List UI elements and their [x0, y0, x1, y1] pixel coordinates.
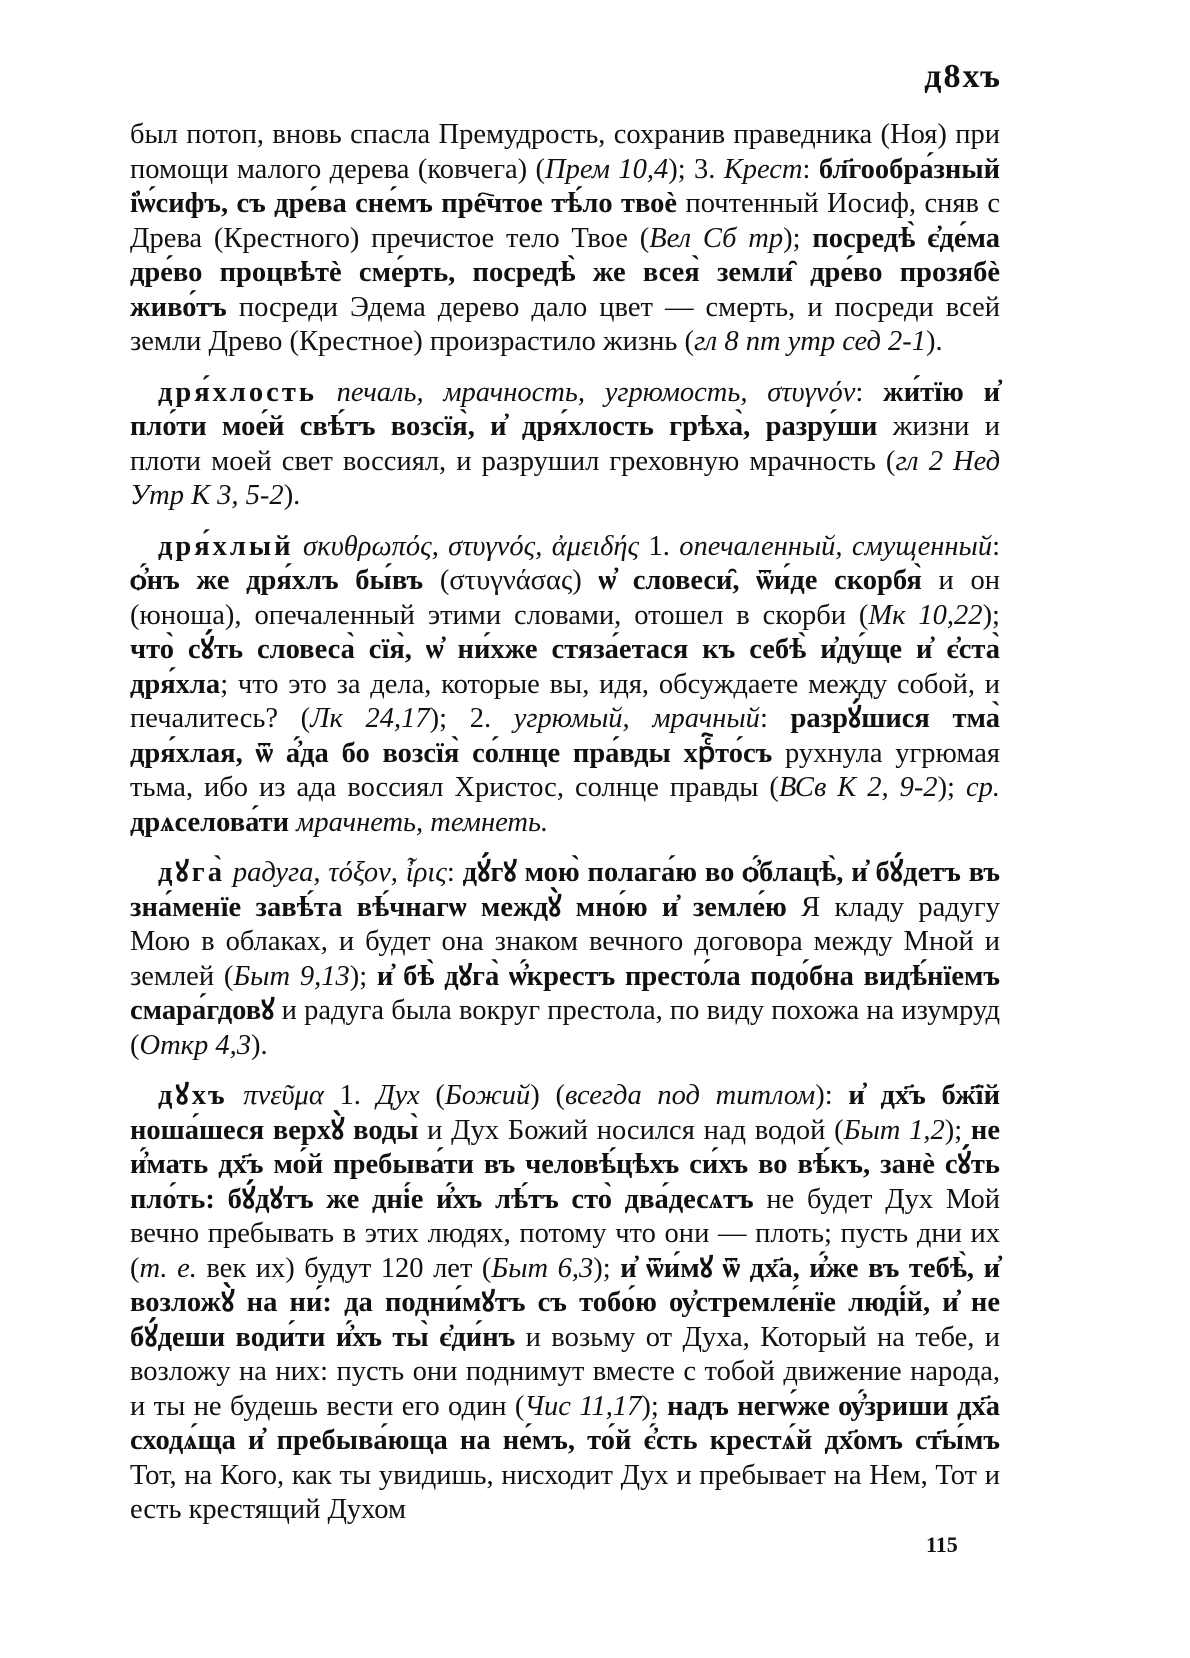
church-slavonic-citation: дꙋ́гꙋ мою̀ полага́ю во ѻ҆́блацѣ̀, и҆ бꙋ́детъ въ зна́менїе завѣ́та вѣ́чнагѡ междꙋ̀ мно́ю и҆ земле́ю [130, 857, 1001, 923]
church-slavonic-citation: и҆ ѿи́мꙋ ѿ дх҃а, и҆́же въ тебѣ̀, и҆ возложꙋ̀ на ни́: да подни́мꙋтъ съ тобо́ю ѹ҆стремле́нїе люді́й, и҆ не бꙋ́деши води́ти и҆́хъ ты̀ є҆ди́нъ [130, 1252, 1000, 1353]
text-run: ). [283, 480, 301, 511]
continuation-paragraph [130, 118, 1000, 360]
headword: дря́хлый [158, 530, 294, 562]
italic-gloss: Божий [444, 1080, 531, 1111]
italic-gloss: радуга, τόξον, ἶρις [232, 857, 447, 888]
text-run [225, 857, 233, 888]
text-run: (στυγνάσας) [423, 565, 599, 596]
text-run: был потоп, вновь спасла Премудрость, сохранив праведника (Ноя) при помощи малого дерева (ковчега) ( [130, 119, 1000, 185]
church-slavonic-citation: дрѧселова́ти [130, 806, 290, 838]
italic-gloss: мрачнеть, темнеть. [296, 806, 549, 838]
text-run: ). [251, 1029, 268, 1061]
italic-gloss: Дух [376, 1080, 420, 1111]
text-run: ); [349, 960, 377, 992]
text-run: и возьму от Духа, Который на тебе, и возложу на них: пусть они поднимут вместе с тобой движение народа, и ты не будешь вести его один ( [130, 1321, 1000, 1422]
page-number: 115 [926, 1532, 958, 1557]
italic-gloss: Крест [723, 153, 803, 185]
text-run [294, 531, 303, 562]
text-run: ); [593, 1252, 621, 1284]
church-slavonic-citation: ѻ҆́нъ же дря́хлъ бы́въ [130, 565, 424, 596]
italic-gloss: т. е. [139, 1252, 197, 1284]
text-run: ); [944, 1114, 971, 1146]
italic-gloss: σκυθρωπός, στυγνός, ἀμειδής [302, 530, 640, 562]
text-run: жизни и плоти моей свет воссиял, и разрушил греховную мрачность ( [130, 411, 1000, 477]
dictionary-entry [130, 1079, 1000, 1528]
dictionary-entry [130, 530, 1000, 841]
text-run: и Дух Божий носился над водой ( [418, 1114, 844, 1146]
italic-gloss: Вел Сб тр [649, 222, 784, 254]
italic-gloss: Мк 10,22 [868, 599, 983, 631]
text-run: ); [783, 222, 813, 254]
text-run: почтенный Иосиф, сняв с Древа (Крестного) пречистое тело Твое ( [130, 188, 1001, 254]
text-run: : [759, 703, 791, 734]
italic-gloss: Быт 6,3 [491, 1252, 594, 1284]
text-run: : [855, 376, 884, 408]
italic-gloss: опечаленный, смущенный [679, 530, 993, 562]
italic-gloss: ср. [965, 772, 1000, 803]
text-run [228, 1080, 244, 1111]
text-run: ); [937, 772, 966, 803]
text-run: ); 2. [429, 703, 514, 734]
text-run: Я кладу радугу Мою в облаках, и будет она знаком вечного договора между Мной и землей ( [130, 891, 1000, 992]
text-run: ( [419, 1080, 445, 1111]
church-slavonic-citation: и҆ бѣ̀ дꙋга̀ ѡ҆́крестъ престо́ла подо́бна видѣ́нїемъ смара́гдовꙋ [130, 960, 1000, 1026]
text-run: и он (юноша), опечаленный этими словами, отошел в скорби ( [130, 565, 1000, 631]
text-run: ). [926, 326, 943, 357]
church-slavonic-citation: посредѣ̀ є̓де́ма дре́во процвѣтѐ сме́рть, посредѣ̀ же всея̀ земли̑ дре́во прозябѐ живо́тъ [130, 222, 1000, 323]
church-slavonic-citation: не и҆́мать дх҃ъ мо́й пребыва́ти въ человѣ́цѣхъ си́хъ во вѣ́къ, занѐ сꙋ́ть пло́ть: бꙋ́дꙋтъ же дні́е и҆́хъ лѣ́тъ сто̀ два́десѧтъ [130, 1114, 1000, 1215]
text-run: посреди Эдема дерево дало цвет — смерть, и посреди всей земли Древо (Крестное) произрастило жизнь ( [130, 291, 1000, 357]
text-run [317, 377, 337, 408]
church-slavonic-citation: ѡ҆ словеси̑, ѿи́де скорбя̀ [598, 565, 922, 596]
text-run: 1. [639, 530, 680, 562]
text-run: ; что это за дела, которые вы, идя, обсуждаете между собой, и печалитесь? ( [130, 668, 1000, 734]
church-slavonic-citation: бл҃гообра́зный і̓ѡ́сифъ, съ дре́ва сне́мъ пре҇чтое тѣ́ло твоѐ [130, 153, 1000, 219]
church-slavonic-citation: жи́тїю и̓ пло́ти мое́й свѣ́тъ возсїя̀, и̓ дря́хлость грѣха̀, разру́ши [130, 376, 1000, 442]
church-slavonic-citation: и҆ дх҃ъ бж҃їй ноша́шеся верхꙋ̀ воды̀ [130, 1080, 1001, 1146]
italic-gloss: Быт 1,2 [843, 1114, 945, 1146]
italic-gloss: Откр 4,3 [139, 1029, 251, 1061]
italic-gloss: гл 2 Нед Утр К 3, 5-2 [130, 445, 1000, 511]
headword: дря́хлость [158, 376, 317, 408]
text-run: рухнула угрюмая тьма, ибо из ада воссиял Христос, солнце правды ( [130, 737, 1001, 803]
italic-gloss: всегда под титлом [564, 1080, 816, 1111]
dictionary-entry [130, 856, 1000, 1063]
italic-gloss: Быт 9,13 [233, 960, 350, 992]
text-run: век их) будут 120 лет ( [196, 1252, 492, 1284]
church-slavonic-citation: надъ негѡ́же ѹ҆́зриши дх҃а сходѧ́ща и҆ пребыва́юща на не́мъ, то́й є҆́сть крестѧ́й дх҃омъ ст҃ы́мъ [130, 1390, 1000, 1456]
text-run: : [992, 530, 1001, 562]
text-run: ) ( [530, 1080, 565, 1111]
text-run: ): [815, 1080, 849, 1111]
italic-gloss: Лк 24,17 [310, 703, 430, 734]
italic-gloss: πνεῦμα [243, 1080, 324, 1111]
dictionary-text [130, 118, 1000, 1544]
church-slavonic-citation: разрꙋ́шися тма̀ дря́хлая, ѿ а҆́да бо возсїя̀ со́лнце пра́вды хрⷭ҇то́съ [130, 703, 1000, 769]
text-run: : [802, 153, 819, 185]
italic-gloss: Чис 11,17 [524, 1390, 642, 1422]
text-run: : [446, 857, 463, 888]
italic-gloss: Прем 10,4 [545, 153, 669, 185]
headword: дꙋхъ [158, 1080, 228, 1111]
text-run: ); [641, 1390, 668, 1422]
italic-gloss: угрюмый, мрачный [513, 703, 760, 734]
text-run: Тот, на Кого, как ты увидишь, нисходит Дух и пребывает на Нем, Тот и есть крестящий Духом [130, 1459, 1000, 1525]
running-head: д8хъ [924, 58, 1002, 95]
text-run: не будет Дух Мой вечно пребывать в этих людях, потому что они — плоть; пусть дни их ( [130, 1183, 1000, 1284]
text-run: 1. [323, 1080, 377, 1111]
headword: дꙋга̀ [158, 857, 225, 888]
dictionary-entry [130, 376, 1000, 514]
italic-gloss: печаль, мрачность, угрюмость, στυγνόν [336, 376, 856, 408]
italic-gloss: гл 8 пт утр сед 2-1 [694, 326, 927, 357]
church-slavonic-citation: что̀ сꙋ́ть словеса̀ сїя̀, ѡ҆ ни́хже стяза́етася къ себѣ̀ и҆ду́ще и҆ є҆ста̀ дря́хла [130, 634, 1000, 700]
text-run: ); 3. [668, 153, 724, 185]
text-run: и радуга была вокруг престола, по виду похожа на изумруд ( [130, 995, 1000, 1061]
italic-gloss: ВСв К 2, 9-2 [778, 772, 938, 803]
text-run: ); [982, 599, 1000, 631]
